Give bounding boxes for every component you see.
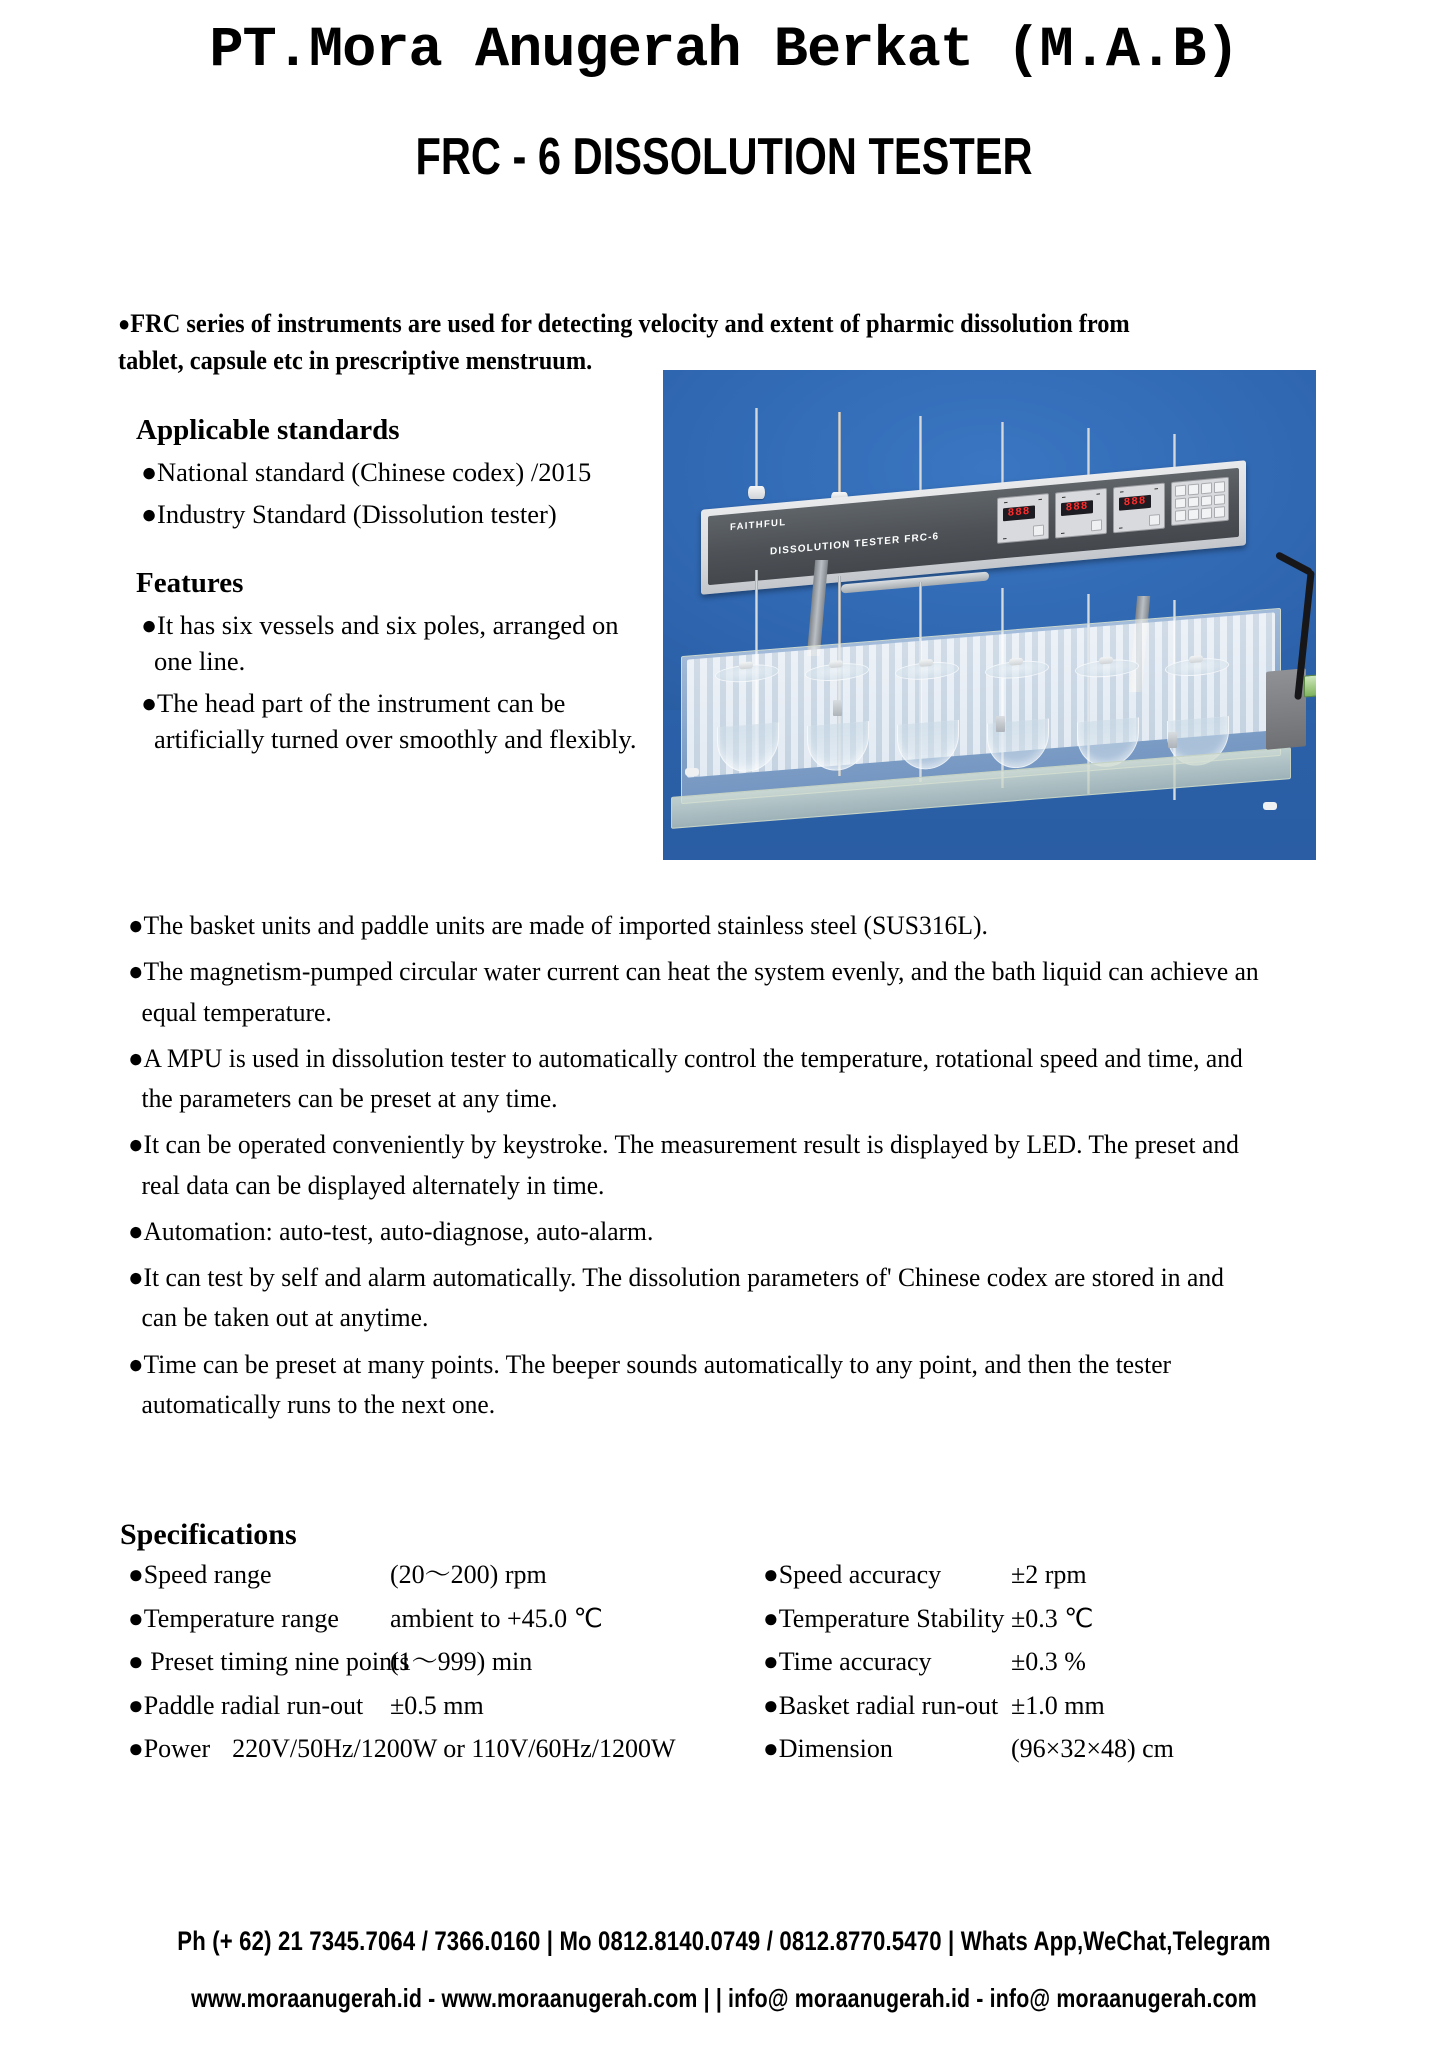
spec-cell-left [128,1649,723,1675]
bullet-icon: ● [128,1262,144,1293]
features-wide-item-3-text: A MPU is used in dissolution tester to automatically control the temperature, rotational speed and time, and the parameters can be preset at any time. [141,1042,1243,1114]
led-label-left-2: ▬ [1062,494,1066,499]
bullet-icon: ● [763,1560,779,1589]
features-wide-item-4-text: It can be operated conveniently by keystroke. The measurement result is displayed by LED. The preset and real data can be displayed alternately in time. [141,1129,1239,1200]
keypad-key[interactable] [1188,509,1199,521]
control-panel-group [997,477,1229,544]
features-wide-item-4 [128,1124,1265,1205]
tank-foot-right [1263,802,1277,810]
keypad-key[interactable] [1175,485,1186,497]
keypad-key[interactable] [1201,482,1212,494]
spec-value: ±0.3 % [1011,1647,1086,1676]
led-key-2[interactable] [1091,519,1102,531]
bullet-icon: ● [128,910,144,940]
product-photo [663,370,1316,860]
led-module-time [1113,483,1165,534]
applicable-standards-heading: Applicable standards [136,414,400,446]
bullet-icon: ● [141,687,158,718]
vessel-cap-5 [1099,656,1113,664]
led-key-3[interactable] [1149,514,1160,526]
features-wide-item-2-text: The magnetism-pumped circular water current can heat the system evenly, and the bath liquid can achieve an equal temperature. [141,956,1259,1027]
keypad-key[interactable] [1175,497,1186,509]
spec-value: (96×32×48) cm [1011,1734,1174,1763]
stir-shaft-top-1 [755,408,758,494]
led-display-speed: 888 [1061,500,1093,516]
spec-name-text: Dimension [778,1734,893,1763]
keypad-key[interactable] [1188,496,1199,508]
bullet-icon: ● [141,610,158,641]
spec-cell-left [128,1562,723,1588]
section-spacer [128,537,648,565]
intro-bullet-icon: ● [118,310,131,336]
spec-name-text: Time accuracy [778,1647,932,1676]
features-item-2-text: The head part of the instrument can be artificially turned over smoothly and flexibly. [154,687,637,754]
led-sublabel-3: ▬ [1119,525,1123,530]
bullet-icon: ● [763,1734,779,1763]
bullet-icon: ● [763,1647,779,1676]
led-key-1[interactable] [1033,525,1044,537]
features-wide-item-7-text: Time can be preset at many points. The beeper sounds automatically to any point, and then the tester automatically runs to the next one. [141,1348,1172,1419]
features-wide-list [128,905,1306,1430]
numeric-keypad[interactable] [1171,477,1229,526]
spec-name-text: Power [143,1734,211,1763]
features-item-1-text: It has six vessels and six poles, arranged on one line. [154,610,619,677]
spec-name [763,1562,1011,1588]
bullet-icon: ● [141,498,158,529]
spec-value: ambient to +45.0 ℃ [390,1603,603,1633]
bullet-icon: ● [128,1690,144,1720]
spec-name-text: Temperature range [143,1603,339,1633]
footer-contact-line: Ph (+ 62) 21 7345.7064 / 7366.0160 | Mo 0812.8140.0749 / 0812.8770.5470 | Whats App,WeChat,Telegram [177,1926,1271,1956]
specifications-table [128,1562,1318,1780]
bullet-icon: ● [128,1603,144,1633]
features-wide-item-6-text: It can test by self and alarm automatically. The dissolution parameters of' Chinese codex are stored in and can be taken out at anytime. [141,1262,1224,1333]
basket-unit-4 [996,716,1005,732]
keypad-key[interactable] [1201,508,1212,520]
features-wide-item-1-text: The basket units and paddle units are made of imported stainless steel (SUS316L). [143,910,988,940]
keypad-key[interactable] [1214,494,1225,506]
bullet-icon: ● [128,1129,144,1160]
spec-row [128,1736,1318,1762]
vessel-cap-1 [739,661,753,669]
spec-row [128,1649,1318,1675]
led-label-right-1: ▬ [1038,496,1042,502]
spec-name-text: Basket radial run-out [778,1690,999,1720]
spec-name [128,1690,390,1720]
features-wide-item-5 [128,1211,1265,1251]
spec-name [763,1603,1011,1633]
bullet-icon: ● [128,1734,144,1763]
keypad-key[interactable] [1188,483,1199,495]
spec-row [128,1690,1318,1720]
stir-knob-1 [748,486,765,499]
spec-name [128,1647,410,1676]
spec-value: ±2 rpm [1011,1560,1087,1589]
bullet-icon: ● [128,1560,144,1589]
keypad-key[interactable] [1201,495,1212,507]
spec-name-text: Paddle radial run-out [143,1690,364,1720]
applicable-standards-item-2 [128,496,648,532]
spec-cell-right [723,1736,1358,1762]
features-item-1 [128,607,648,680]
features-wide-item-6 [128,1257,1265,1338]
spec-name [763,1649,1011,1675]
led-label-right-3: ▬ [1154,486,1158,491]
spec-name [128,1562,390,1588]
bullet-icon: ● [128,1042,144,1073]
tank-foot-left [685,768,699,776]
led-display-temperature: 888 [1003,505,1035,521]
basket-unit-2 [833,700,842,716]
spec-value: (1～999) min [390,1647,533,1676]
spec-cell-left [128,1603,723,1633]
left-column [128,412,648,762]
basket-unit-6 [1168,732,1177,748]
bullet-icon: ● [763,1690,779,1720]
applicable-standards-item-2-text: Industry Standard (Dissolution tester) [157,498,557,529]
footer-web-line: www.moraanugerah.id - www.moraanugerah.com | | info@ moraanugerah.id - info@ moraanugerah.com [191,1983,1257,2013]
led-label-right-2: ▬ [1096,491,1100,496]
spec-row [128,1562,1318,1588]
spec-cell-right [723,1562,1358,1588]
features-wide-item-2 [128,951,1265,1032]
bullet-icon: ● [141,457,158,488]
applicable-standards-item-1-text: National standard (Chinese codex) /2015 [157,457,592,488]
led-label-left-1: ▬ [1004,499,1008,505]
vessel-cap-4 [1009,658,1023,666]
product-title: FRC - 6 DISSOLUTION TESTER [415,127,1033,186]
model-label: DISSOLUTION TESTER FRC-6 [770,531,940,558]
features-wide-item-5-text: Automation: auto-test, auto-diagnose, auto-alarm. [143,1215,654,1246]
led-label-left-3: ▬ [1120,489,1124,494]
bullet-icon: ● [128,1348,144,1379]
intro-paragraph [118,305,1148,380]
applicable-standards-item-1 [128,454,648,490]
keypad-key[interactable] [1214,506,1225,518]
features-item-2 [128,685,648,758]
spec-value: ±1.0 mm [1011,1690,1105,1720]
keypad-key[interactable] [1175,510,1186,522]
led-sublabel-2: ▬ [1061,530,1065,536]
power-switch[interactable] [1304,674,1316,697]
spec-value: ±0.5 mm [390,1690,484,1720]
spec-name-text: Temperature Stability [778,1603,1005,1633]
stir-shaft-top-2 [838,412,841,498]
spec-cell-left [128,1690,723,1720]
spec-name-text: Speed accuracy [778,1560,942,1589]
vessel-cap-6 [1189,655,1203,663]
spec-value: ±0.3 ℃ [1011,1603,1094,1633]
features-wide-item-3 [128,1038,1265,1119]
spec-cell-right [723,1649,1358,1675]
spec-value: (20～200) rpm [390,1560,547,1589]
footer [0,1926,1448,2014]
spec-name-text: Speed range [143,1560,272,1589]
spec-row [128,1603,1318,1633]
bullet-icon: ● [128,956,144,987]
features-wide-item-7 [128,1344,1265,1425]
specifications-heading: Specifications [120,1518,297,1551]
vessel-cap-3 [919,659,933,667]
spec-name-text: Preset timing nine points [143,1647,410,1676]
spec-cell-left [128,1736,723,1762]
spec-name [128,1603,390,1633]
led-module-speed [1055,488,1107,539]
led-sublabel-1: ▬ [1003,535,1007,541]
bullet-icon: ● [128,1215,144,1246]
intro-text: FRC series of instruments are used for detecting velocity and extent of pharmic dissolution from tablet, capsule etc in prescriptive menstruum. [118,307,1130,376]
spec-name [763,1736,1011,1762]
features-wide-item-1 [128,905,1265,945]
brand-label: FAITHFUL [730,517,787,534]
spec-name [763,1690,1011,1720]
led-module-temperature [997,493,1049,544]
spec-name [128,1736,232,1762]
keypad-key[interactable] [1214,481,1225,493]
bullet-icon: ● [128,1647,144,1676]
features-heading: Features [136,566,244,599]
vessel-cap-2 [829,660,843,668]
spec-cell-right [723,1690,1358,1720]
bullet-icon: ● [763,1603,779,1633]
led-display-time: 888 [1119,495,1151,511]
spec-value: 220V/50Hz/1200W or 110V/60Hz/1200W [232,1734,676,1763]
spec-cell-right [723,1603,1358,1633]
company-title: PT.Mora Anugerah Berkat (M.A.B) [209,19,1239,83]
